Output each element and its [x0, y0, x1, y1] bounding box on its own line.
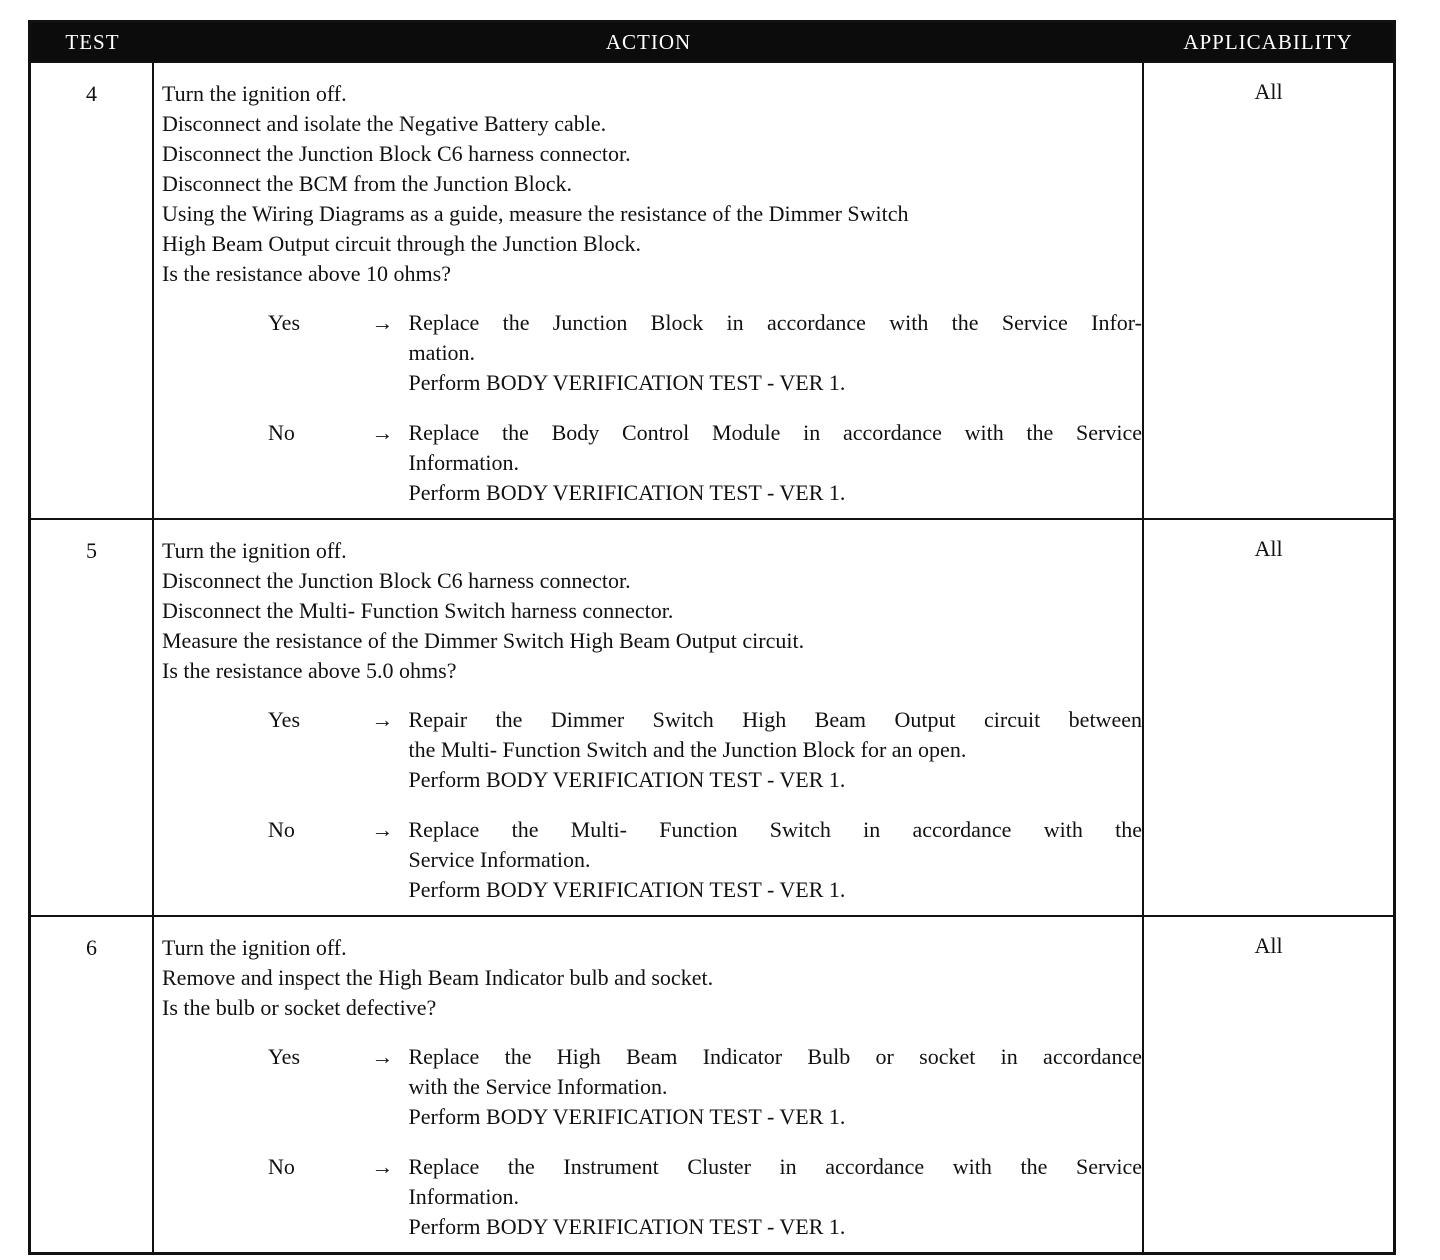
applicability: All [1254, 79, 1283, 104]
result-label: Yes [268, 707, 301, 732]
result-line: with the Service Information. [408, 1074, 668, 1099]
action-step: Disconnect and isolate the Negative Battery cable. [162, 111, 607, 136]
result-no [162, 1152, 1142, 1242]
result-line: Information. [408, 1184, 520, 1209]
result-line: Replace the Body Control Module in accordance with the Service [408, 420, 1142, 445]
action-step: Turn the ignition off. [162, 538, 347, 563]
result-text [408, 1152, 1142, 1242]
arrow-icon: → [371, 420, 394, 445]
result-label: Yes [268, 1044, 301, 1069]
action-cell [154, 917, 1144, 1252]
arrow-icon: → [371, 1154, 394, 1179]
arrow-icon: → [371, 310, 394, 335]
test-number: 4 [31, 63, 154, 518]
result-label: No [268, 420, 295, 445]
applicability: All [1254, 536, 1283, 561]
result-label: No [268, 1154, 295, 1179]
action-cell [154, 520, 1144, 915]
result-line: Perform BODY VERIFICATION TEST - VER 1. [408, 1104, 846, 1129]
result-label: Yes [268, 310, 301, 335]
action-step: High Beam Output circuit through the Junction Block. [162, 231, 642, 256]
result-text [408, 308, 1142, 398]
action-step: Disconnect the Junction Block C6 harness connector. [162, 568, 631, 593]
result-line: mation. [408, 340, 476, 365]
result-text [408, 1042, 1142, 1132]
applicability: All [1254, 933, 1283, 958]
action-step: Remove and inspect the High Beam Indicator bulb and socket. [162, 965, 714, 990]
result-text [408, 705, 1142, 795]
table-row [31, 518, 1393, 915]
diagnostic-test-table [28, 20, 1396, 1255]
action-cell [154, 63, 1144, 518]
result-line: Perform BODY VERIFICATION TEST - VER 1. [408, 1214, 846, 1239]
table-row [31, 61, 1393, 518]
result-line: Service Information. [408, 847, 591, 872]
test-number: 6 [31, 917, 154, 1252]
test-number: 5 [31, 520, 154, 915]
arrow-icon: → [371, 707, 394, 732]
result-line: Perform BODY VERIFICATION TEST - VER 1. [408, 480, 846, 505]
result-yes [162, 705, 1142, 795]
result-label: No [268, 817, 295, 842]
header-action: ACTION [605, 29, 692, 54]
result-line: Replace the Multi- Function Switch in accordance with the [408, 817, 1142, 842]
result-line: the Multi- Function Switch and the Junction Block for an open. [408, 737, 967, 762]
header-test: TEST [65, 29, 120, 54]
action-step: Is the resistance above 10 ohms? [162, 261, 451, 286]
result-yes [162, 308, 1142, 398]
result-line: Perform BODY VERIFICATION TEST - VER 1. [408, 767, 846, 792]
result-yes [162, 1042, 1142, 1132]
action-step: Is the bulb or socket defective? [162, 995, 437, 1020]
result-line: Information. [408, 450, 520, 475]
result-no [162, 815, 1142, 905]
result-line: Perform BODY VERIFICATION TEST - VER 1. [408, 370, 846, 395]
table-row [31, 915, 1393, 1252]
arrow-icon: → [371, 817, 394, 842]
result-line: Repair the Dimmer Switch High Beam Output circuit between [408, 707, 1142, 732]
header-applicability: APPLICABILITY [1183, 29, 1353, 54]
result-no [162, 418, 1142, 508]
action-step: Disconnect the BCM from the Junction Block. [162, 171, 572, 196]
arrow-icon: → [371, 1044, 394, 1069]
table-header [31, 23, 1393, 61]
action-step: Disconnect the Multi- Function Switch harness connector. [162, 598, 674, 623]
action-step: Disconnect the Junction Block C6 harness connector. [162, 141, 631, 166]
result-line: Perform BODY VERIFICATION TEST - VER 1. [408, 877, 846, 902]
result-line: Replace the Junction Block in accordance with the Service Infor- [408, 310, 1142, 335]
action-step: Measure the resistance of the Dimmer Switch High Beam Output circuit. [162, 628, 805, 653]
action-step: Turn the ignition off. [162, 935, 347, 960]
action-step: Using the Wiring Diagrams as a guide, measure the resistance of the Dimmer Switch [162, 201, 909, 226]
action-step: Is the resistance above 5.0 ohms? [162, 658, 457, 683]
result-text [408, 815, 1142, 905]
action-step: Turn the ignition off. [162, 81, 347, 106]
result-text [408, 418, 1142, 508]
result-line: Replace the Instrument Cluster in accordance with the Service [408, 1154, 1142, 1179]
result-line: Replace the High Beam Indicator Bulb or socket in accordance [408, 1044, 1142, 1069]
